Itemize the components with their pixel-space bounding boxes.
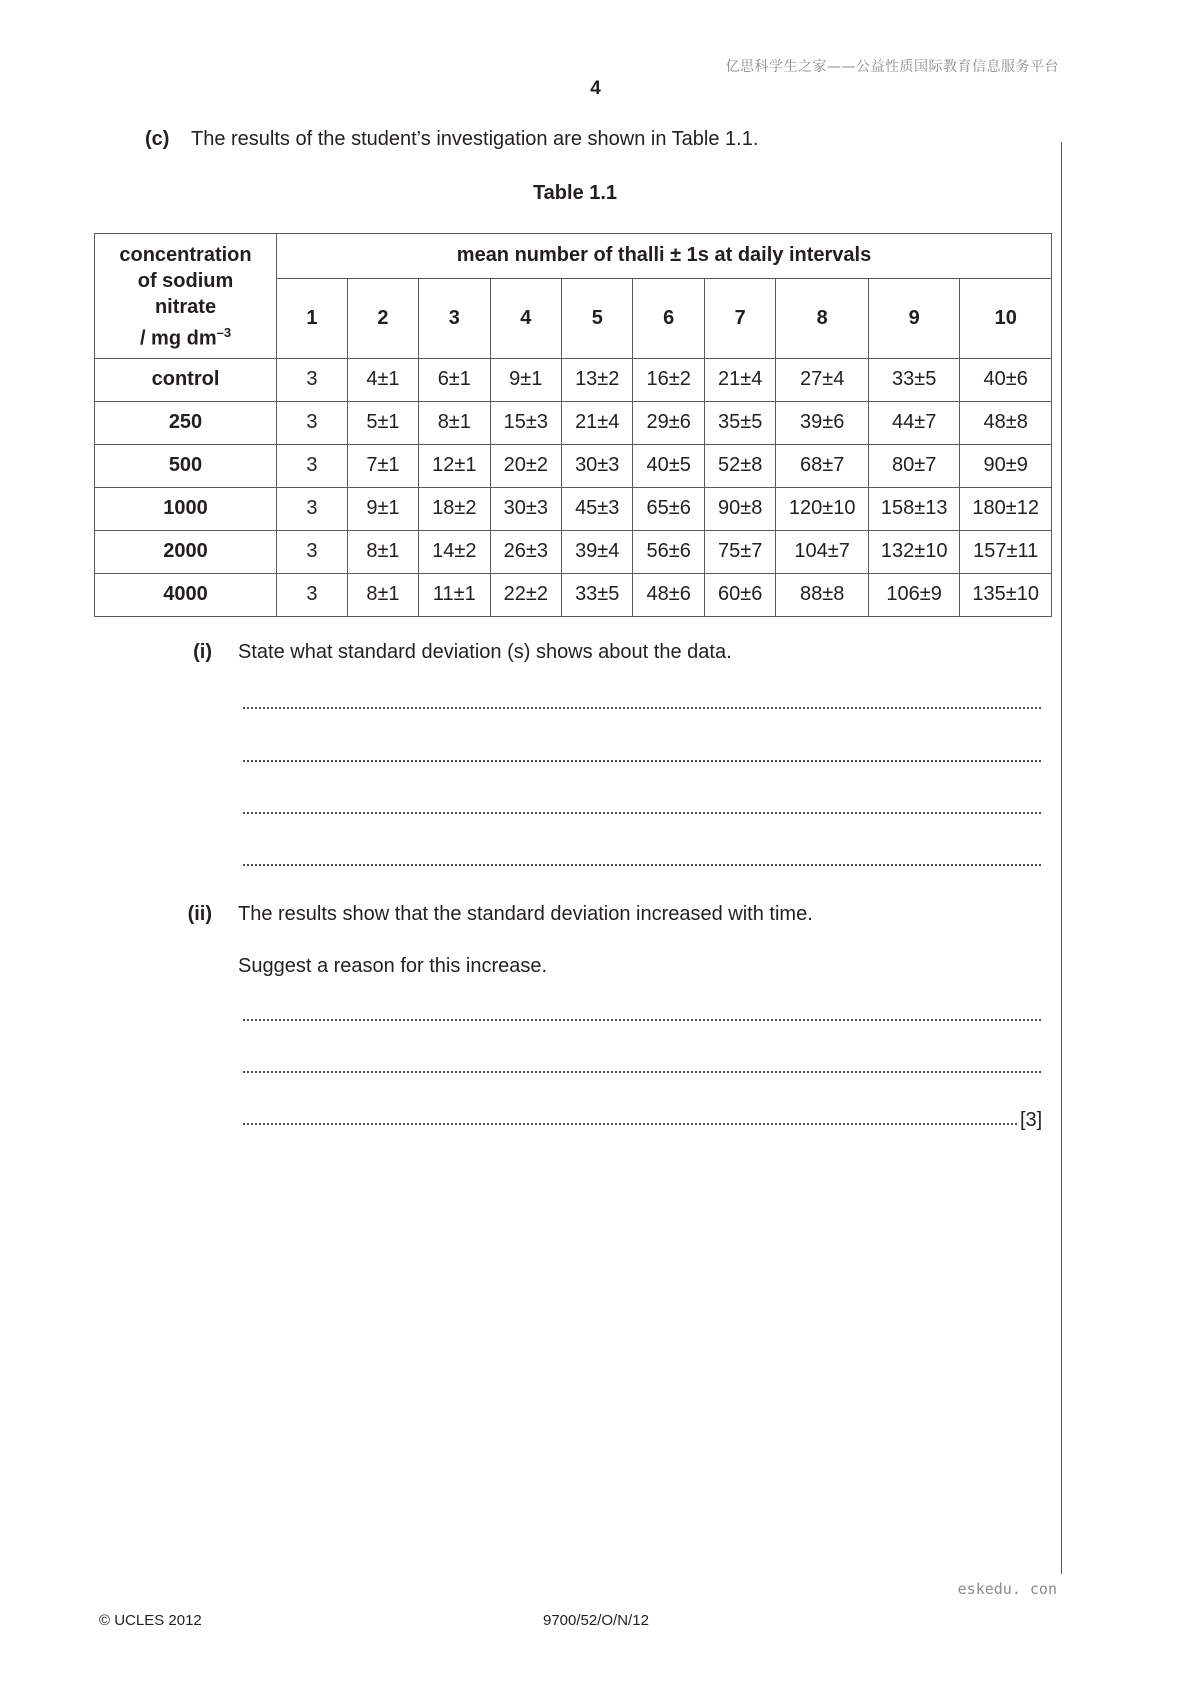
day-header: 6 <box>633 278 704 358</box>
table-cell: 6±1 <box>419 358 490 401</box>
question-i-text: State what standard deviation (s) shows about the data. <box>238 641 732 663</box>
unit-superscript: –3 <box>216 325 232 340</box>
table-cell: 30±3 <box>562 444 633 487</box>
table-cell: 18±2 <box>419 487 490 530</box>
table-cell: 26±3 <box>490 530 561 573</box>
daily-intervals-header: mean number of thalli ± 1s at daily intervals <box>277 234 1052 279</box>
table-cell: 11±1 <box>419 573 490 616</box>
table-cell: 33±5 <box>562 573 633 616</box>
table-row <box>95 358 1052 401</box>
footer-copyright: © UCLES 2012 <box>99 1612 202 1629</box>
concentration-header-line: concentration <box>119 244 252 266</box>
table-cell: 15±3 <box>490 401 561 444</box>
answer-line[interactable] <box>242 705 1042 711</box>
table-cell: 5±1 <box>347 401 418 444</box>
day-header: 5 <box>562 278 633 358</box>
answer-line[interactable] <box>242 1121 1018 1127</box>
day-header: 9 <box>868 278 960 358</box>
table-cell: 21±4 <box>704 358 775 401</box>
day-header: 8 <box>776 278 868 358</box>
table-cell: 106±9 <box>868 573 960 616</box>
table-cell: 21±4 <box>562 401 633 444</box>
table-cell: 158±13 <box>868 487 960 530</box>
question-i-label: (i) <box>193 641 212 663</box>
table-row <box>95 487 1052 530</box>
table-cell: 33±5 <box>868 358 960 401</box>
table-cell: 3 <box>277 358 348 401</box>
question-ii-prompt-text: Suggest a reason for this increase. <box>238 955 548 977</box>
table-cell: 56±6 <box>633 530 704 573</box>
table-cell: 44±7 <box>868 401 960 444</box>
concentration-header-line: of sodium <box>137 270 234 292</box>
page-number: 4 <box>590 78 601 99</box>
table-row <box>95 573 1052 616</box>
table-row <box>95 401 1052 444</box>
marks-label: [3] <box>1020 1109 1043 1131</box>
table-cell: 180±12 <box>960 487 1052 530</box>
table-cell: 90±9 <box>960 444 1052 487</box>
row-label: 250 <box>95 401 277 444</box>
table-cell: 3 <box>277 444 348 487</box>
concentration-header-unit: / mg dm <box>139 327 217 350</box>
table-cell: 29±6 <box>633 401 704 444</box>
table-cell: 132±10 <box>868 530 960 573</box>
table-cell: 30±3 <box>490 487 561 530</box>
table-cell: 35±5 <box>704 401 775 444</box>
table-cell: 12±1 <box>419 444 490 487</box>
table-cell: 14±2 <box>419 530 490 573</box>
header-watermark: 亿思科学生之家——公益性质国际教育信息服务平台 <box>725 59 1059 75</box>
table-cell: 40±6 <box>960 358 1052 401</box>
day-header: 2 <box>347 278 418 358</box>
answer-line[interactable] <box>242 810 1042 816</box>
table-cell: 40±5 <box>633 444 704 487</box>
footer-paper-code: 9700/52/O/N/12 <box>543 1612 649 1629</box>
answer-line[interactable] <box>242 1017 1042 1023</box>
table-cell: 9±1 <box>490 358 561 401</box>
table-cell: 104±7 <box>776 530 868 573</box>
day-header: 4 <box>490 278 561 358</box>
margin-line <box>1061 142 1062 1574</box>
answer-line[interactable] <box>242 758 1042 764</box>
table-cell: 20±2 <box>490 444 561 487</box>
table-cell: 39±6 <box>776 401 868 444</box>
row-label: control <box>95 358 277 401</box>
table-cell: 8±1 <box>347 573 418 616</box>
day-header: 10 <box>960 278 1052 358</box>
part-c-text: The results of the student’s investigation are shown in Table 1.1. <box>191 128 759 150</box>
part-c-label: (c) <box>145 128 170 150</box>
table-cell: 75±7 <box>704 530 775 573</box>
day-header: 3 <box>419 278 490 358</box>
table-cell: 65±6 <box>633 487 704 530</box>
table-row <box>95 530 1052 573</box>
table-cell: 9±1 <box>347 487 418 530</box>
question-ii-label: (ii) <box>187 903 212 925</box>
day-header: 1 <box>277 278 348 358</box>
table-cell: 48±8 <box>960 401 1052 444</box>
table-cell: 45±3 <box>562 487 633 530</box>
table-cell: 80±7 <box>868 444 960 487</box>
table-cell: 68±7 <box>776 444 868 487</box>
answer-line[interactable] <box>242 862 1042 868</box>
footer-watermark: eskedu. con <box>957 1580 1057 1598</box>
concentration-header <box>95 234 277 359</box>
part-c-intro <box>145 128 758 151</box>
table-cell: 16±2 <box>633 358 704 401</box>
table-cell: 39±4 <box>562 530 633 573</box>
table-cell: 8±1 <box>419 401 490 444</box>
concentration-header-line: nitrate <box>154 296 217 318</box>
row-label: 2000 <box>95 530 277 573</box>
table-cell: 135±10 <box>960 573 1052 616</box>
table-cell: 3 <box>277 530 348 573</box>
table-cell: 13±2 <box>562 358 633 401</box>
row-label: 1000 <box>95 487 277 530</box>
table-cell: 88±8 <box>776 573 868 616</box>
table-cell: 7±1 <box>347 444 418 487</box>
results-table <box>94 233 1052 617</box>
row-label: 500 <box>95 444 277 487</box>
table-row <box>95 444 1052 487</box>
table-cell: 90±8 <box>704 487 775 530</box>
table-cell: 27±4 <box>776 358 868 401</box>
table-cell: 60±6 <box>704 573 775 616</box>
question-ii-text: The results show that the standard deviation increased with time. <box>238 903 813 925</box>
row-label: 4000 <box>95 573 277 616</box>
day-header: 7 <box>704 278 775 358</box>
table-cell: 120±10 <box>776 487 868 530</box>
table-cell: 157±11 <box>960 530 1052 573</box>
answer-line[interactable] <box>242 1069 1042 1075</box>
table-cell: 3 <box>277 401 348 444</box>
table-cell: 8±1 <box>347 530 418 573</box>
table-cell: 22±2 <box>490 573 561 616</box>
table-caption: Table 1.1 <box>532 182 618 204</box>
table-cell: 4±1 <box>347 358 418 401</box>
table-cell: 52±8 <box>704 444 775 487</box>
table-cell: 48±6 <box>633 573 704 616</box>
table-cell: 3 <box>277 573 348 616</box>
table-cell: 3 <box>277 487 348 530</box>
